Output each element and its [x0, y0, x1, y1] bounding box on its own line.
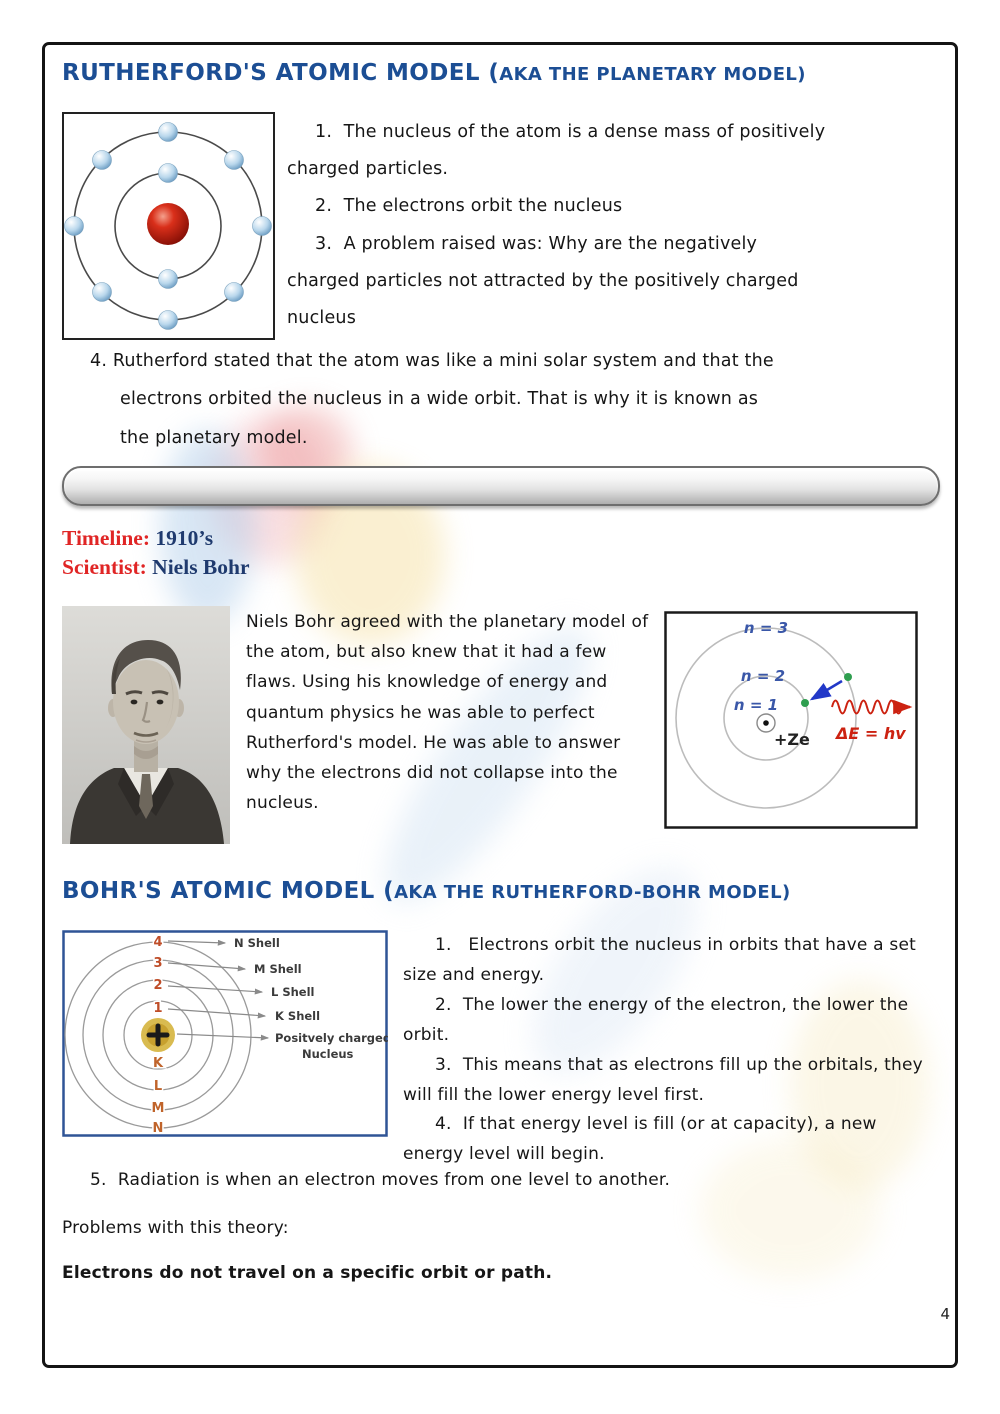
- list-line: 1. The nucleus of the atom is a dense mass of positively: [315, 122, 826, 142]
- bohr-intro-paragraph: [246, 607, 658, 818]
- energy-equation-label: ΔE = hv: [836, 724, 906, 743]
- rutherford-point4: [90, 342, 956, 457]
- list-line: 4. Rutherford stated that the atom was like a mini solar system and that the: [90, 351, 774, 371]
- paragraph-line: Rutherford's model. He was able to answer: [246, 732, 621, 753]
- list-line: 3. A problem raised was: Why are the negatively: [315, 233, 758, 254]
- bohr-section-title: [62, 878, 791, 904]
- list-line: nucleus: [287, 308, 357, 329]
- scientist-value: Niels Bohr: [152, 555, 250, 579]
- shell-number: 4: [153, 935, 163, 950]
- nucleus-charge-label: +Ze: [774, 730, 810, 749]
- title-text: BOHR'S ATOMIC MODEL (: [62, 878, 395, 904]
- bohr-model-diagram: [664, 611, 918, 829]
- shell-label: N Shell: [234, 936, 280, 950]
- list-line: 3. This means that as electrons fill up the orbitals, they: [435, 1054, 923, 1075]
- bohr-model-figure: [664, 611, 918, 829]
- title-subtext: AKA THE PLANETARY MODEL): [499, 64, 806, 85]
- paragraph-line: nucleus.: [246, 793, 319, 814]
- shell-label: M Shell: [254, 962, 302, 976]
- shell-model-figure: [62, 930, 388, 1137]
- orbit-label-n3: n = 3: [743, 619, 789, 637]
- shell-letter: N: [152, 1121, 164, 1136]
- shell-label: L Shell: [271, 985, 315, 999]
- section-divider: [62, 466, 940, 506]
- nucleus: [147, 203, 189, 245]
- shell-number: 3: [153, 956, 163, 971]
- list-line: charged particles.: [287, 159, 449, 180]
- paragraph-line: the atom, but also knew that it had a few: [246, 642, 607, 663]
- rutherford-section-title: [62, 60, 806, 86]
- paragraph-line: why the electrons did not collapse into the: [246, 763, 618, 784]
- bohr-points-list: [403, 931, 960, 1170]
- rutherford-points-list: [287, 114, 952, 337]
- list-line: will fill the lower energy level first.: [403, 1084, 705, 1105]
- page-number: 4: [940, 1305, 950, 1323]
- bohr-point5: 5. Radiation is when an electron moves from one level to another.: [90, 1170, 671, 1190]
- list-line: orbit.: [403, 1024, 450, 1045]
- paragraph-line: quantum physics he was able to perfect: [246, 702, 595, 723]
- problems-heading: Problems with this theory:: [62, 1218, 289, 1238]
- list-line: energy level will begin.: [403, 1144, 605, 1165]
- timeline-line: [62, 524, 250, 553]
- list-line: 2. The lower the energy of the electron, the lower the: [435, 994, 909, 1015]
- orbit-label-n1: n = 1: [733, 696, 779, 714]
- list-line: 4. If that energy level is fill (or at capacity), a new: [435, 1114, 877, 1135]
- problems-statement: Electrons do not travel on a specific orbit or path.: [62, 1263, 553, 1283]
- paragraph-line: Niels Bohr agreed with the planetary model of: [246, 612, 649, 632]
- list-line: size and energy.: [403, 964, 545, 985]
- list-line: 2. The electrons orbit the nucleus: [315, 196, 623, 217]
- title-text: RUTHERFORD'S ATOMIC MODEL (: [62, 60, 500, 86]
- timeline-value: 1910’s: [155, 526, 214, 550]
- nucleus-label: Nucleus: [302, 1047, 354, 1061]
- timeline-block: [62, 524, 250, 582]
- scientist-line: [62, 553, 250, 582]
- list-line: electrons orbited the nucleus in a wide orbit. That is why it is known as: [120, 389, 759, 410]
- shell-letter: M: [151, 1101, 165, 1116]
- shell-number: 2: [153, 978, 163, 993]
- title-subtext: AKA THE RUTHERFORD-BOHR MODEL): [394, 882, 791, 903]
- figure-border: [666, 613, 917, 828]
- scientist-label: Scientist:: [62, 555, 147, 579]
- shell-label: K Shell: [275, 1009, 321, 1023]
- shell-model-diagram: [62, 930, 388, 1137]
- portrait-illustration: [62, 606, 230, 844]
- rutherford-atom-diagram: [62, 112, 275, 340]
- timeline-label: Timeline:: [62, 526, 150, 550]
- list-line: charged particles not attracted by the positively charged: [287, 270, 799, 291]
- nucleus-label: Positvely charged: [275, 1031, 388, 1045]
- shell-number: 1: [153, 1001, 163, 1016]
- nucleus-dot: [763, 720, 769, 726]
- electron-dot-inner: [801, 699, 809, 707]
- list-line: 1. Electrons orbit the nucleus in orbits that have a set: [435, 935, 916, 955]
- electron-dot-outer: [844, 673, 852, 681]
- shell-letter: L: [153, 1079, 163, 1094]
- orbit-label-n2: n = 2: [740, 667, 786, 685]
- rutherford-atom-figure: [62, 112, 275, 340]
- list-line: the planetary model.: [120, 427, 308, 448]
- niels-bohr-photo: [62, 606, 230, 844]
- shell-letter: K: [152, 1056, 164, 1071]
- paragraph-line: flaws. Using his knowledge of energy and: [246, 672, 608, 693]
